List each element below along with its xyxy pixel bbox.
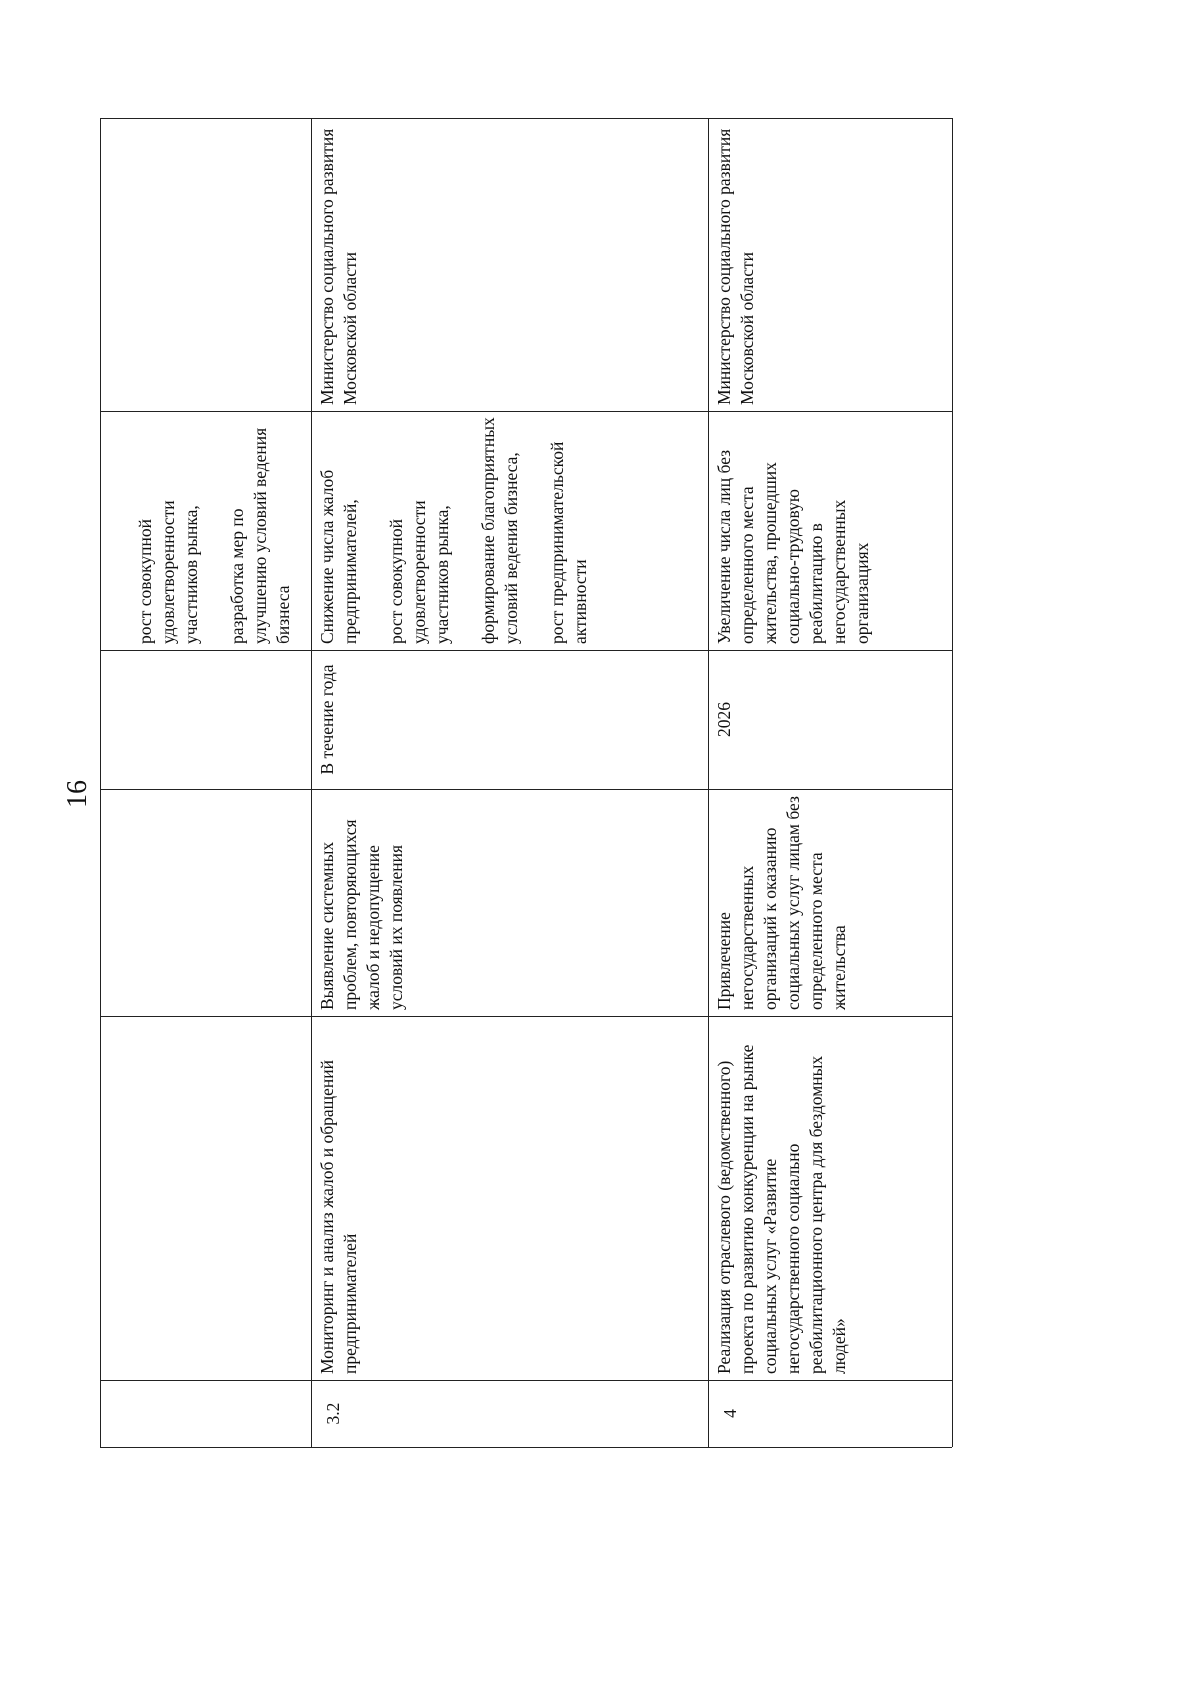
result-item: разработка мер по улучшению условий ведения бизнеса [227, 427, 293, 644]
responsible-cell: Министерство социального развития Московской области [714, 128, 757, 405]
result-item: формирование благоприятных условий ведения бизнеса, [478, 417, 521, 644]
responsible-cell: Министерство социального развития Московской области [317, 128, 360, 405]
row-number-cell: 4 [720, 1409, 740, 1418]
deadline-cell: В течение года [317, 664, 337, 775]
table-border-right [952, 118, 953, 1447]
results-cell [713, 411, 949, 650]
goal-cell: Привлечение негосударственных организаций к оказанию социальных услуг лицам без определенного места жительства [714, 796, 849, 1010]
table-border-left [100, 118, 101, 1447]
table-border-bottom [100, 1447, 952, 1448]
result-item: рост совокупной удовлетворенности участников рынка, [386, 500, 452, 644]
result-item: рост предпринимательской активности [547, 441, 590, 644]
table-column-divider [100, 1380, 952, 1381]
result-item: Увеличение числа лиц без определенного места жительства, прошедших социально-трудовую реабилитацию в негосударственных организациях [714, 449, 872, 644]
measure-cell: Реализация отраслевого (ведомственного) проекта по развитию конкуренции на рынке социальных услуг «Развитие негосударственного социально реабилитационного центра для бездомных людей» [714, 1044, 849, 1374]
row-number-cell: 3.2 [323, 1402, 343, 1425]
results-cell [134, 411, 311, 650]
table-row-divider [708, 118, 709, 1447]
result-item: рост совокупной удовлетворенности участников рынка, [135, 500, 201, 644]
table-row-divider [311, 118, 312, 1447]
results-cell [316, 411, 706, 650]
page-number: 16 [62, 780, 93, 808]
measure-cell: Мониторинг и анализ жалоб и обращений предпринимателей [317, 1059, 360, 1374]
goal-cell: Выявление системных проблем, повторяющихся жалоб и недопущение условий их появления [317, 819, 406, 1010]
result-item: Снижение числа жалоб предпринимателей, [317, 469, 360, 644]
deadline-cell: 2026 [714, 702, 734, 737]
